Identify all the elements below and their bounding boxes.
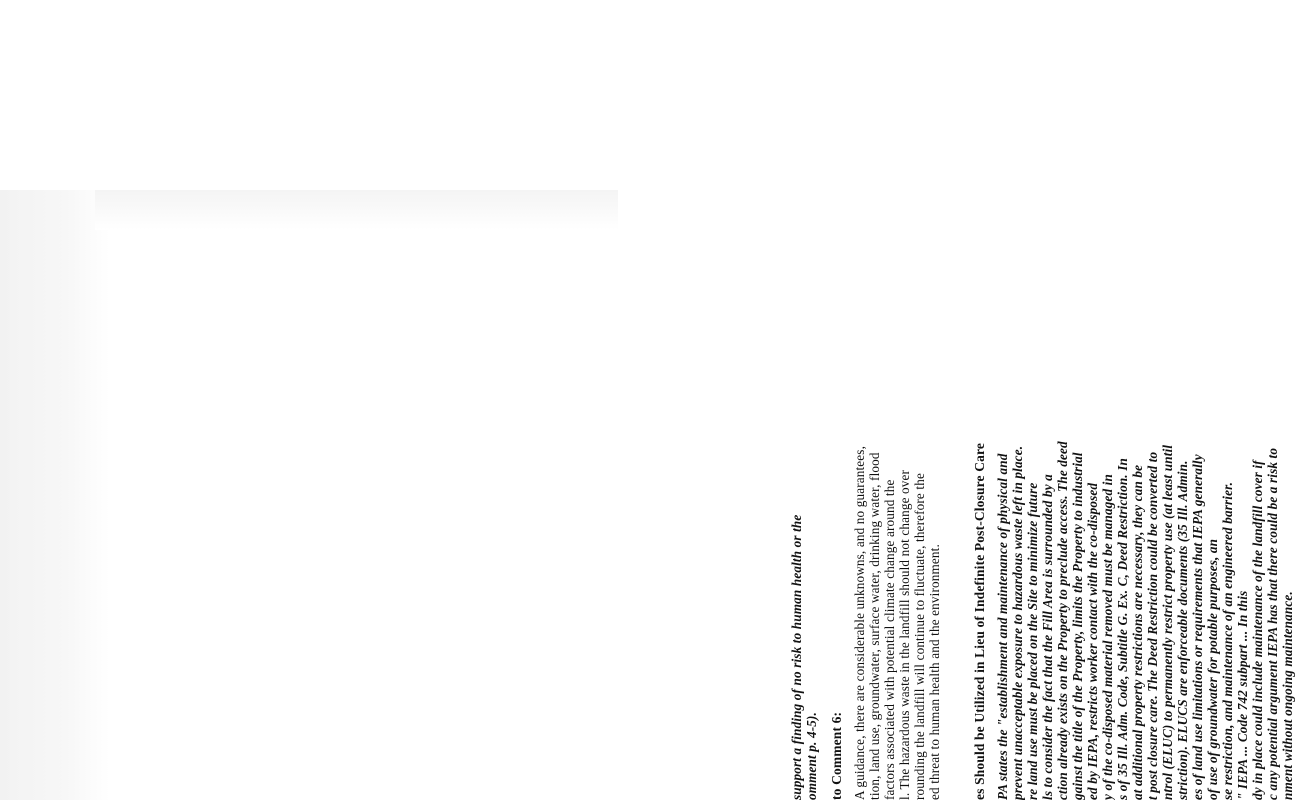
section-line: se restriction, and maintenance of an engineered barrier. [1220,481,1235,800]
section-line: c any potential argument IEPA has that there could be a risk to [1265,447,1280,800]
section-line: nment without ongoing maintenance. [1280,591,1295,800]
comment6-line: tion, land use, groundwater, surface water, drinking water, flood [867,452,882,800]
intro-line: support a finding of no risk to human health or the [789,514,804,800]
section-line: dy in place could include maintenance of the landfill cover if [1250,460,1265,800]
section-line: ls to consider the fact that the Fill Area is surrounded by a [1040,474,1055,800]
intro-line: omment p. 4-5). [804,712,819,800]
section-line: ntrol (ELUC) to permanently restrict property use (at least until [1160,444,1175,800]
section-line: prevent unacceptable exposure to hazardous waste left in place. [1010,445,1025,800]
section-line: es of land use limitations or requirements that IEPA generally [1190,454,1205,800]
section-line: PA states the "establishment and maintenance of physical and [995,453,1010,800]
section-heading: es Should be Utilized in Lieu of Indefinite Post-Closure Care [972,442,987,800]
comment6-line: A guidance, there are considerable unknowns, and no guarantees, [852,445,867,800]
section-line: s of 35 Ill. Adm. Code, Subtitle G. Ex. C, Deed Restriction. In [1115,458,1130,800]
comment6-heading: to Comment 6: [829,711,844,800]
scan-shadow-left [0,190,110,800]
section-line: of use of groundwater for potable purposes, an [1205,538,1220,800]
section-line: re land use must be placed on the Site to minimize future [1025,482,1040,800]
comment6-line: l. The hazardous waste in the landfill should not change over [897,469,912,800]
section-line: ction already exists on the Property to preclude access. The deed [1055,441,1070,800]
section-line: t post closure care. The Deed Restriction could be converted to [1145,451,1160,800]
section-line: at additional property restrictions are necessary, they can be [1130,464,1145,800]
section-line: " IEPA ... Code 742 subpart ... In this [1235,590,1250,800]
comment6-line: ed threat to human health and the environment. [927,544,942,800]
comment6-line: rounding the landfill will continue to fluctuate, therefore the [912,473,927,800]
rotated-document-body [640,220,1295,800]
section-line: ed by IEPA, restricts worker contact with the co-disposed [1085,482,1100,800]
comment6-line: factors associated with potential climate change around the [882,479,897,800]
section-line: y of the co-disposed material removed must be managed in [1100,474,1115,800]
scan-shadow-top [95,190,618,230]
section-line: striction). ELUCS are enforceable documents (35 Ill. Admin. [1175,460,1190,800]
section-line: gainst the title of the Property, limits the Property to industrial [1070,452,1085,800]
